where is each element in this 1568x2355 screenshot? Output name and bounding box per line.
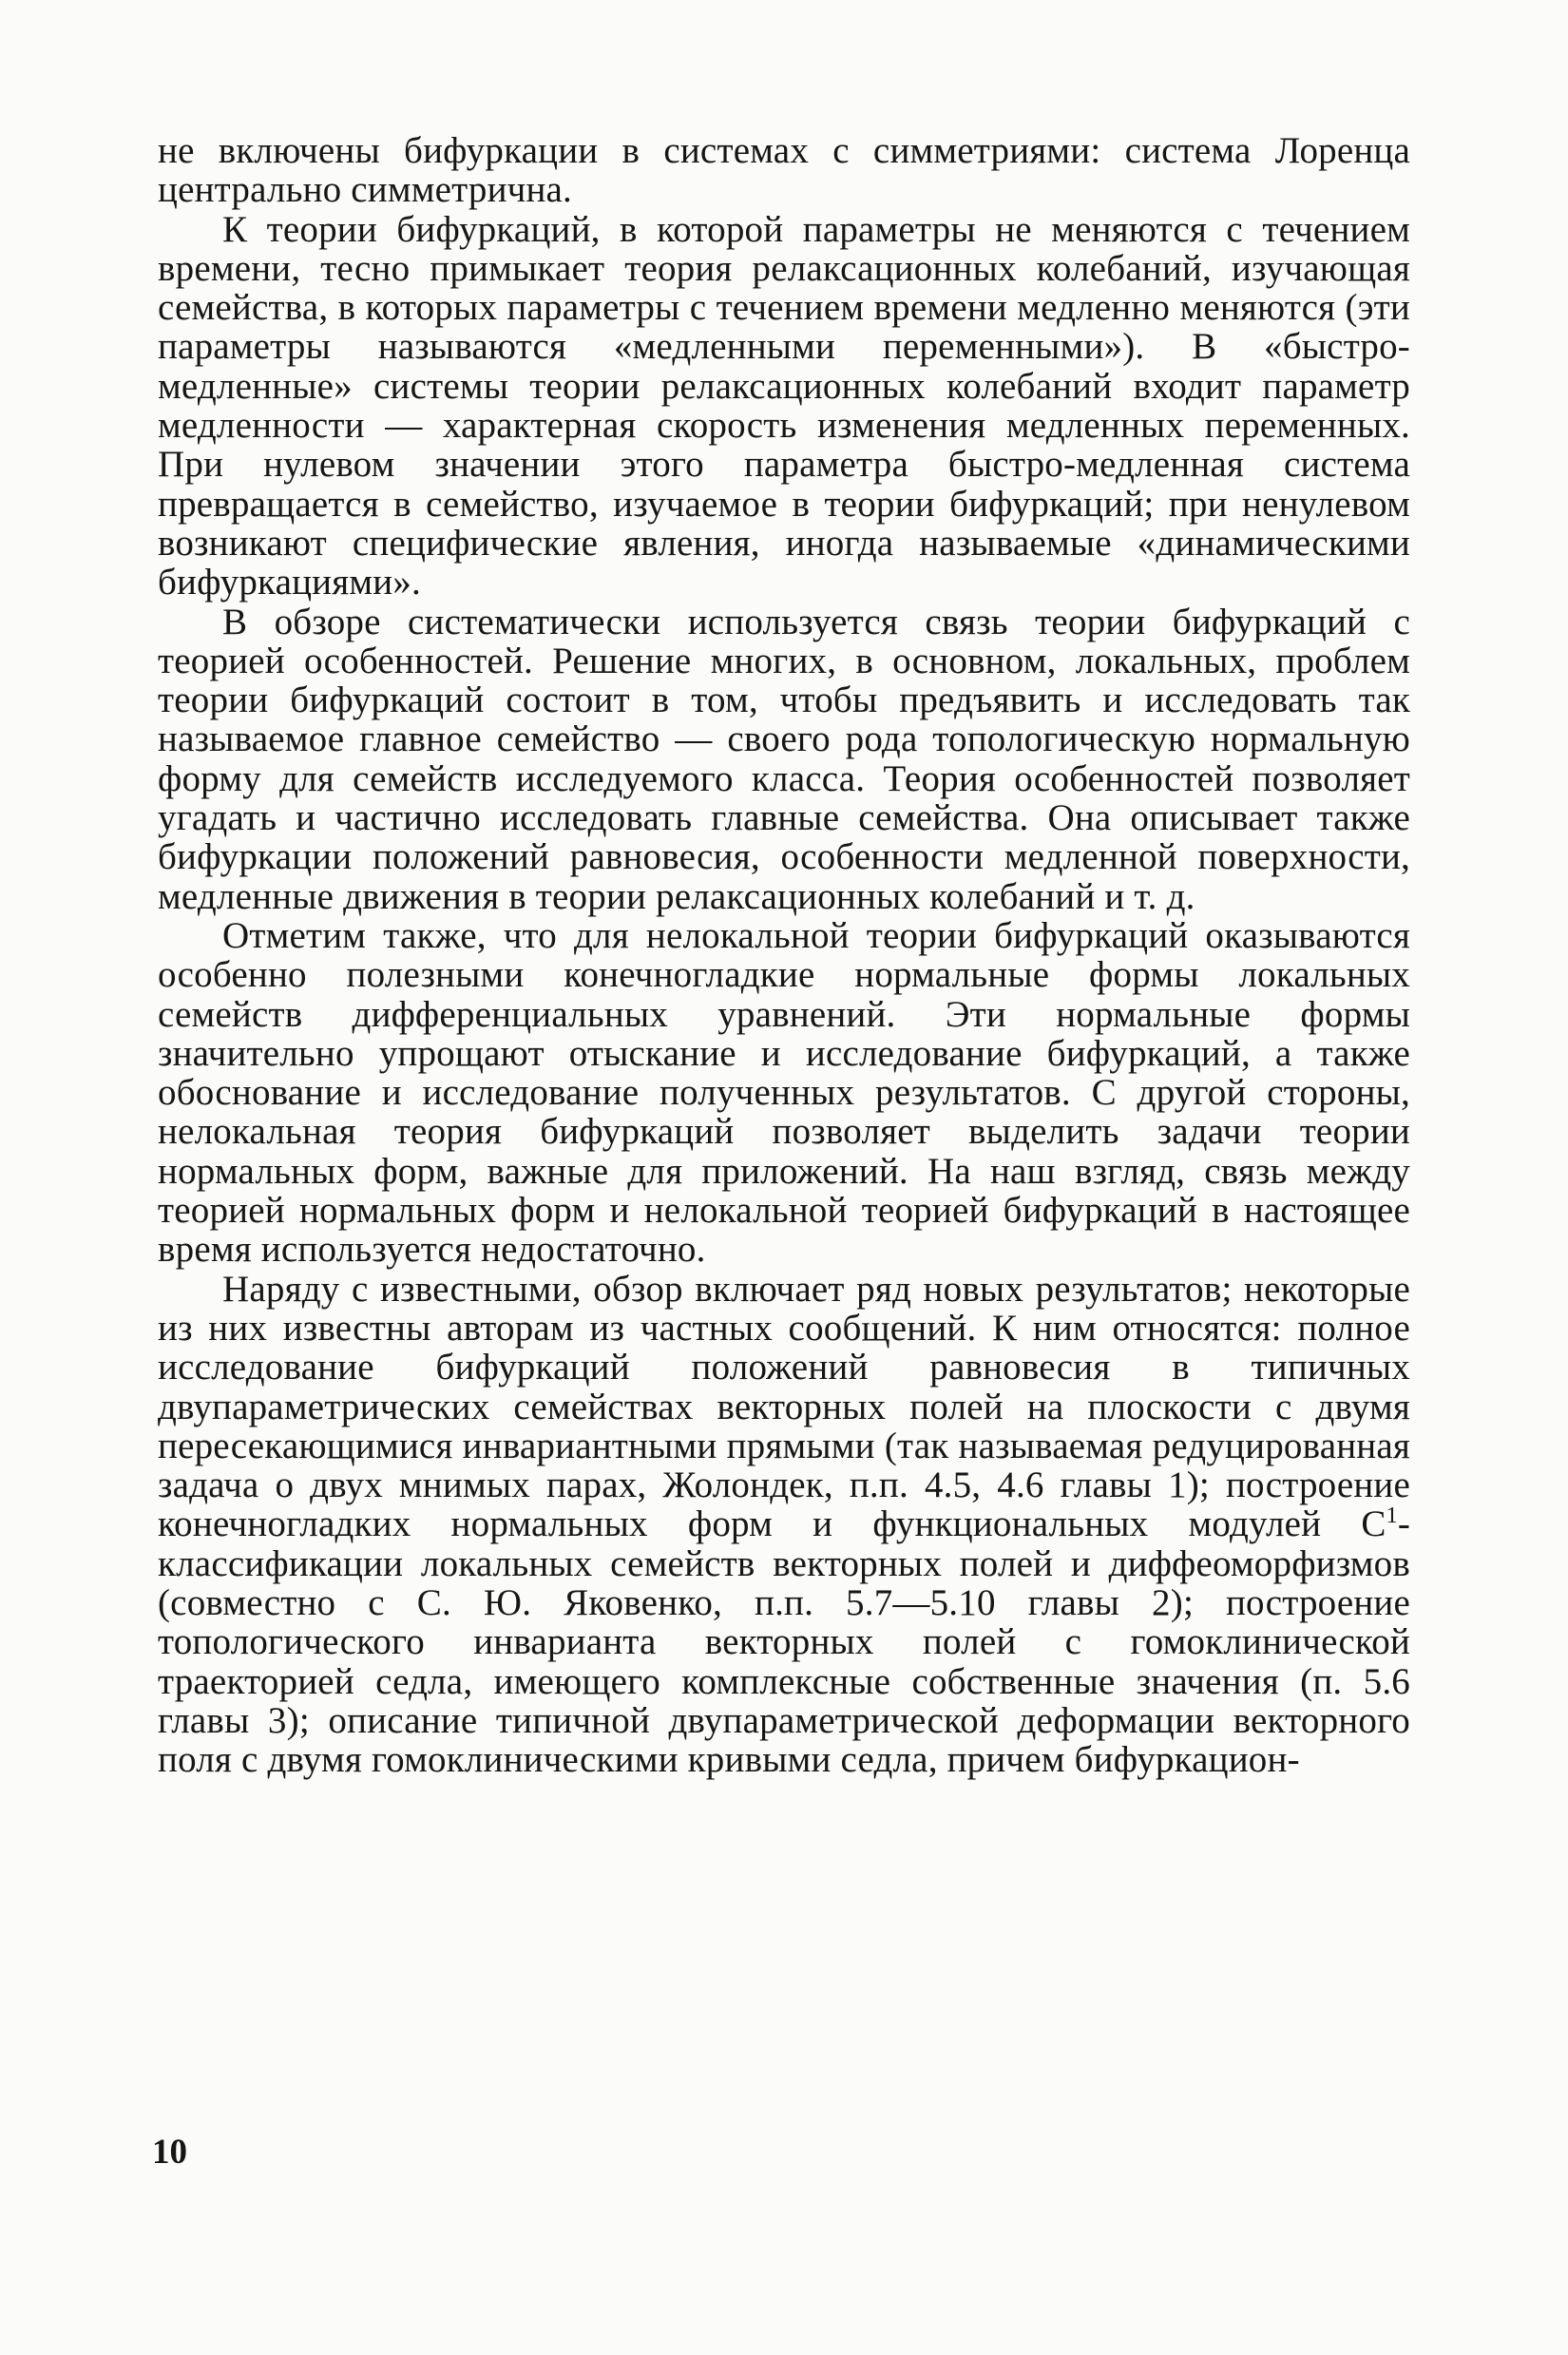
paragraph-1: не включены бифуркации в системах с симметриями: система Лоренца центрально симметрична. — [158, 130, 1410, 211]
superscript-one: 1 — [1386, 1503, 1398, 1529]
paragraph-5-text-a: Наряду с известными, обзор включает ряд новых результатов; некоторые из них известны авторам из частных сообщений. К ним относятся: полное исследование бифуркаций положений равновесия в типичных двупараметрических семействах векторных полей на плоскости с двумя пересекающимися инвариантными прямыми (так называемая редуцированная задача о двух мнимых парах, Жолондек, п.п. 4.5, 4.6 главы 1); построение конечногладких нормальных форм и функциональных модулей C — [158, 1268, 1410, 1545]
paragraph-3: В обзоре систематически используется связь теории бифуркаций с теорией особенностей. Решение многих, в основном, локальных, проблем теории бифуркаций состоит в том, чтобы предъявить и исследовать так называемое главное семейство — своего рода топологическую нормальную форму для семейств исследуемого класса. Теория особенностей позволяет угадать и частично исследовать главные семейства. Она описывает также бифуркации положений равновесия, особенности медленной поверхности, медленные движения в теории релаксационных колебаний и т. д. — [158, 601, 1410, 917]
paragraph-2: К теории бифуркаций, в которой параметры не меняются с течением времени, тесно примыкает теория релаксационных колебаний, изучающая семейства, в которых параметры с течением времени медленно меняются (эти параметры называются «медленными переменными»). В «быстро-медленные» системы теории релаксационных колебаний входит параметр медленности — характерная скорость изменения медленных переменных. При нулевом значении этого параметра быстро-медленная система превращается в семейство, изучаемое в теории бифуркаций; при ненулевом возникают специфические явления, иногда называемые «динамическими бифуркациями». — [158, 208, 1410, 603]
page-body — [158, 131, 1410, 1779]
paragraph-5-text-b: -классификации локальных семейств векторных полей и диффеоморфизмов (совместно с С. Ю. Яковенко, п.п. 5.7—5.10 главы 2); построение топологического инварианта векторных полей с гомоклинической траекторией седла, имеющего комплексные собственные значения (п. 5.6 главы 3); описание типичной двупараметрической деформации векторного поля с двумя гомоклиническими кривыми седла, причем бифуркацион- — [158, 1503, 1410, 1781]
paragraph-4: Отметим также, что для нелокальной теории бифуркаций оказываются особенно полезными конечногладкие нормальные формы локальных семейств дифференциальных уравнений. Эти нормальные формы значительно упрощают отыскание и исследование бифуркаций, а также обоснование и исследование полученных результатов. С другой стороны, нелокальная теория бифуркаций позволяет выделить задачи теории нормальных форм, важные для приложений. На наш взгляд, связь между теорией нормальных форм и нелокальной теорией бифуркаций в настоящее время используется недостаточно. — [158, 914, 1410, 1271]
page-number: 10 — [152, 2133, 187, 2172]
paragraph-5 — [158, 1270, 1410, 1780]
